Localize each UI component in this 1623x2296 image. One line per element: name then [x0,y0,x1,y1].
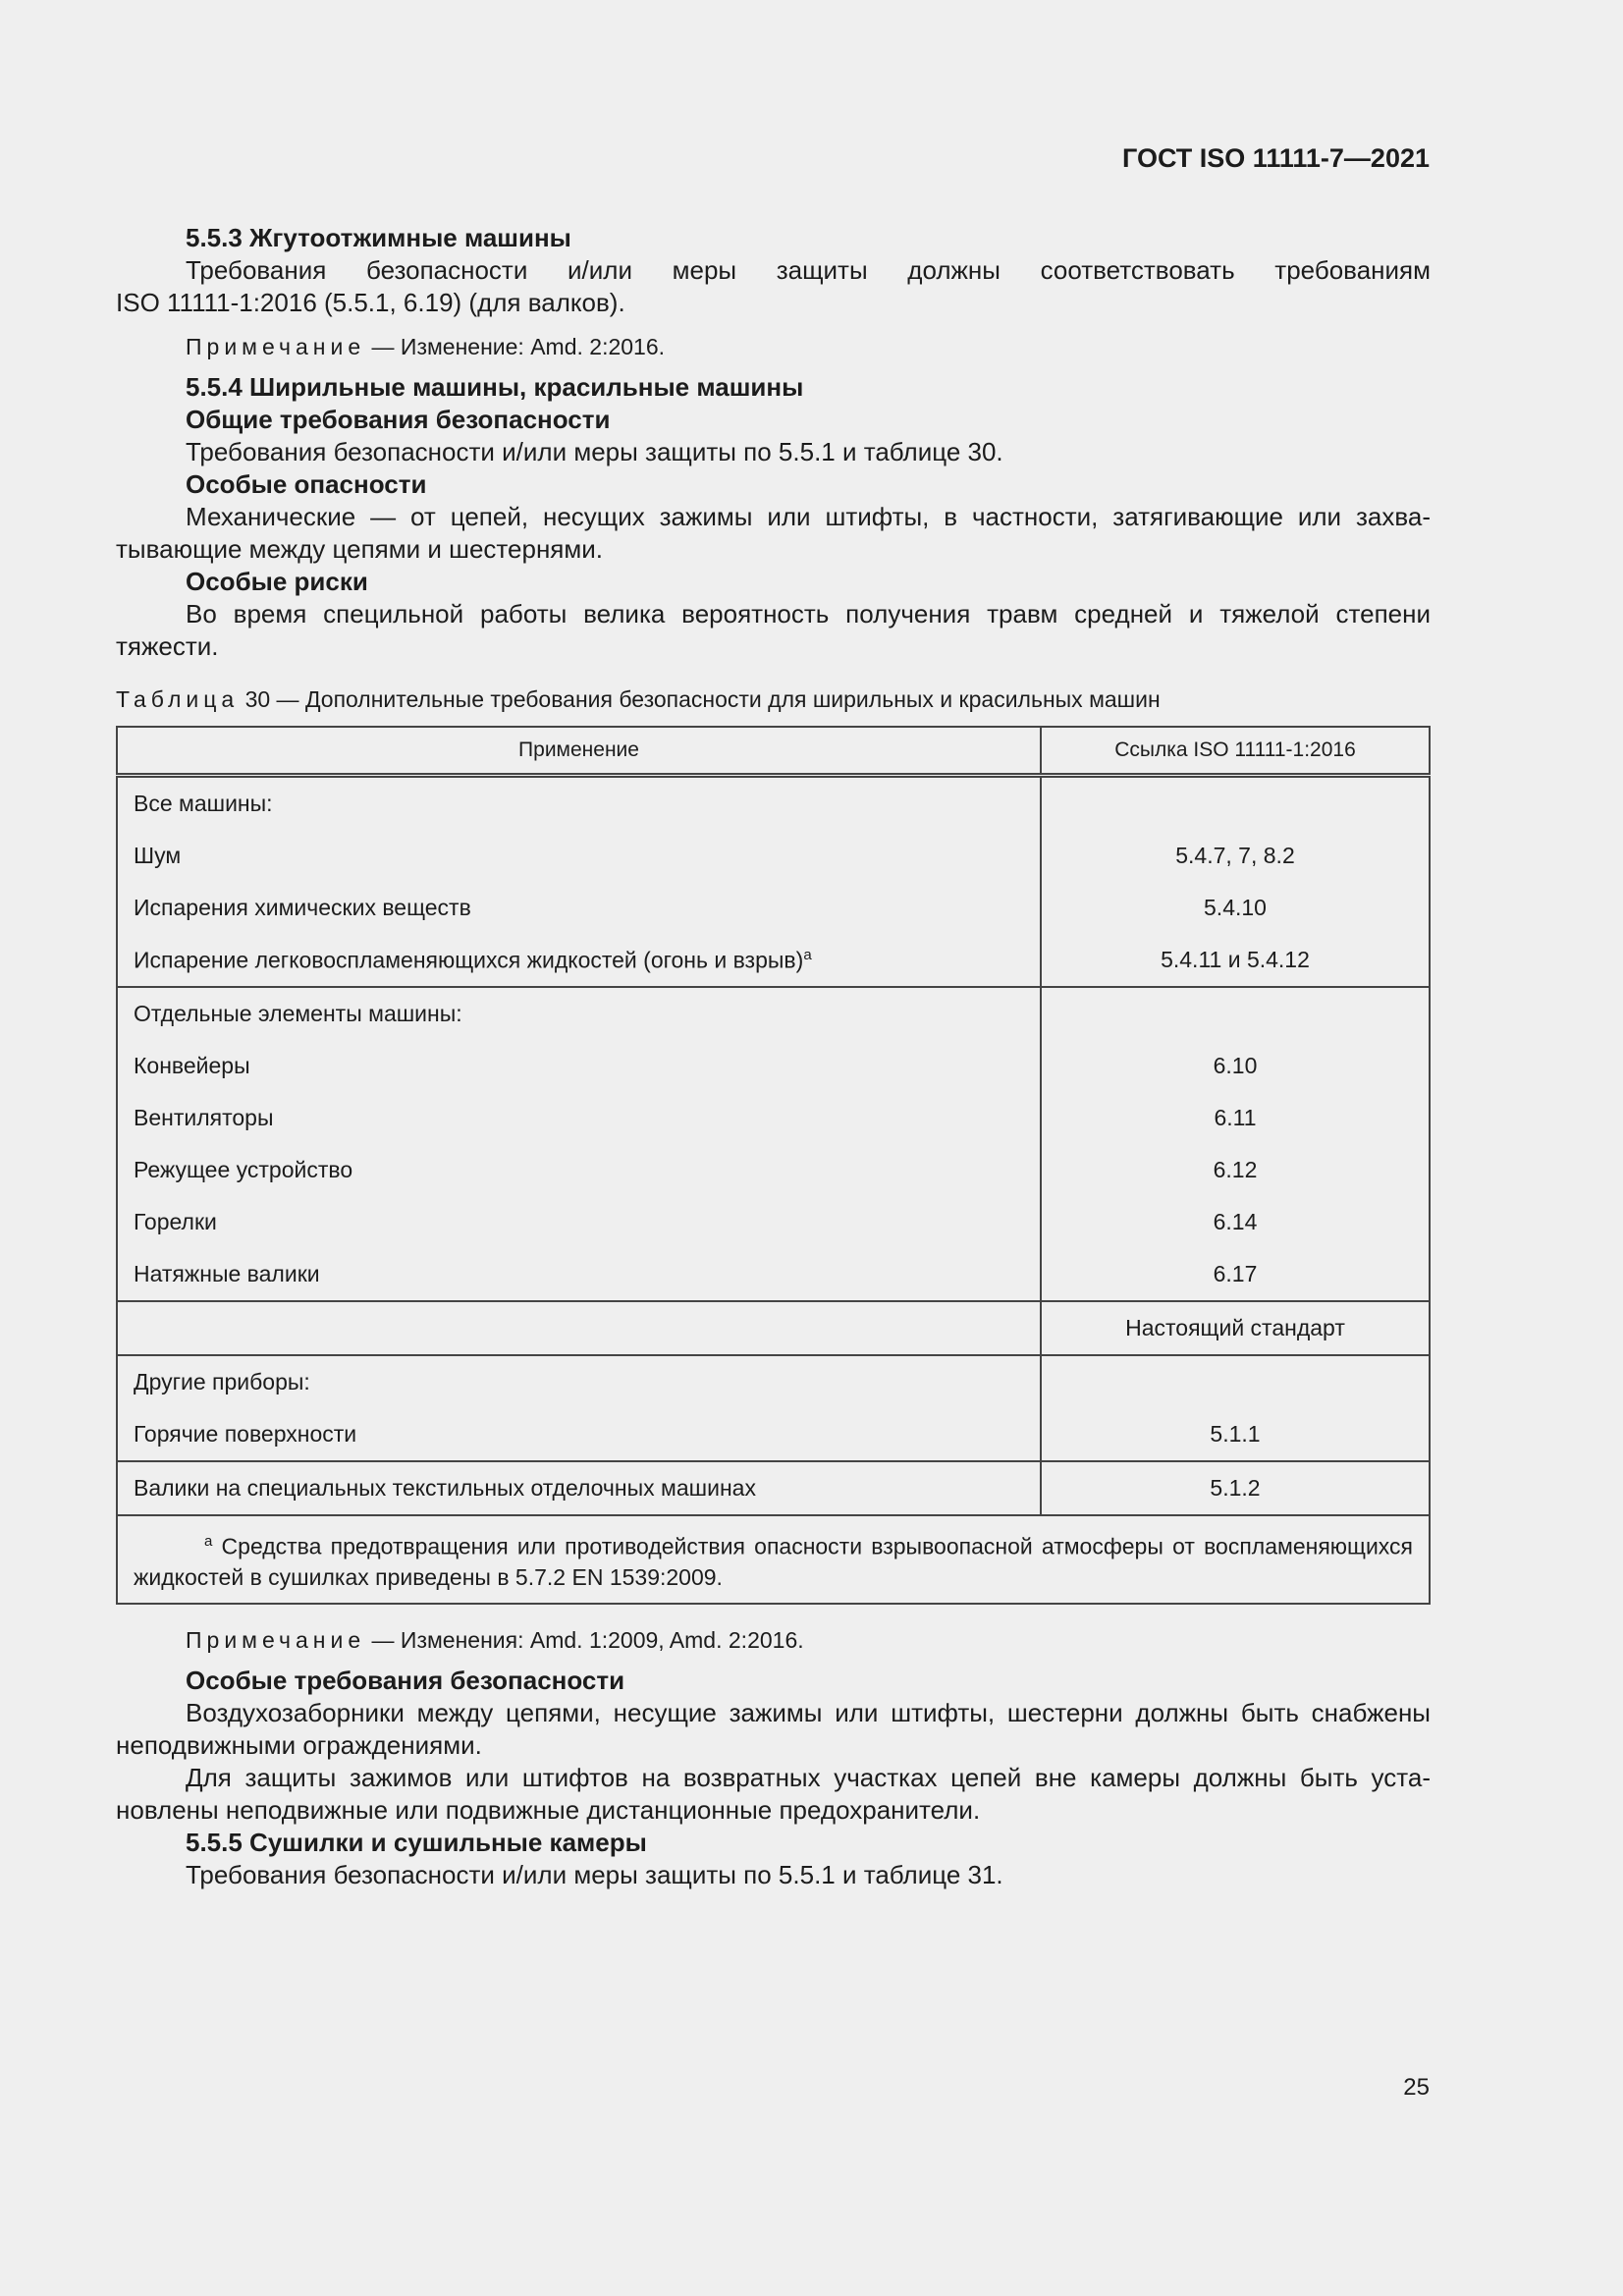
reference-cell: 6.10 [1041,1040,1430,1092]
table-row [117,934,1430,987]
application-cell: Отдельные элементы машины: [117,987,1041,1040]
footnote-marker: a [803,946,812,963]
reference-cell: 5.1.1 [1041,1408,1430,1461]
application-cell: Горячие поверхности [117,1408,1041,1461]
table-row [117,1040,1430,1092]
reference-cell [1041,776,1430,831]
application-cell: Режущее устройство [117,1144,1041,1196]
application-cell [117,1301,1041,1355]
footnote-mark: a [204,1533,213,1550]
section-5-5-3-text-line2: ISO 11111-1:2016 (5.5.1, 6.19) (для валков). [116,288,625,317]
table-row [117,830,1430,882]
table-footnote [117,1515,1430,1604]
application-cell [117,934,1041,987]
table-row [117,1461,1430,1515]
table-caption-text: 30 — Дополнительные требования безопасности для ширильных и красильных машин [239,686,1161,712]
application-cell: Испарения химических веществ [117,882,1041,934]
table-header-row [117,727,1430,776]
table-row [117,1301,1430,1355]
section-5-5-4-title: 5.5.4 Ширильные машины, красильные машины [186,372,804,402]
footnote-text: Средства предотвращения или противодействия опасности взрывоопасной атмосферы от воспламеняющихся жидкостей в сушилках приведены в 5.7.2 EN 1539:2009. [134,1533,1413,1590]
note-text: — Изменение: Amd. 2:2016. [365,334,666,359]
general-requirements-text: Требования безопасности и/или меры защиты по 5.5.1 и таблице 30. [186,437,1003,466]
special-hazards-title: Особые опасности [186,469,427,499]
reference-cell: Настоящий стандарт [1041,1301,1430,1355]
reference-cell: 6.17 [1041,1248,1430,1301]
special-risks-text: Во время специльной работы велика вероятность получения травм средней и тяжелой степени тяжести. [116,599,1431,661]
application-cell: Вентиляторы [117,1092,1041,1144]
special-safety-title: Особые требования безопасности [186,1665,625,1695]
reference-cell [1041,1355,1430,1408]
document-id: ГОСТ ISO 11111-7—2021 [1122,143,1430,173]
section-5-5-5-text: Требования безопасности и/или меры защиты по 5.5.1 и таблице 31. [186,1859,1003,1889]
section-5-5-3-title: 5.5.3 Жгутоотжимные машины [186,223,571,252]
table-row [117,1196,1430,1248]
application-cell: Горелки [117,1196,1041,1248]
application-cell: Конвейеры [117,1040,1041,1092]
note-table-30 [116,1624,1431,1657]
reference-cell: 5.1.2 [1041,1461,1430,1515]
column-header-reference: Ссылка ISO 11111-1:2016 [1041,727,1430,776]
page-number: 25 [1403,2074,1430,2101]
table-row [117,776,1430,831]
page-content [116,222,1431,1891]
table-row [117,1092,1430,1144]
reference-cell [1041,987,1430,1040]
note-label: Примечание [186,334,366,359]
column-header-application: Применение [117,727,1041,776]
table-row [117,1248,1430,1301]
reference-cell: 5.4.7, 7, 8.2 [1041,830,1430,882]
section-5-5-3-text-line1: Требования безопасности и/или меры защиты должны соответствовать требованиям [186,255,1431,285]
table-caption [116,684,1431,714]
table-row [117,1355,1430,1408]
reference-cell: 5.4.10 [1041,882,1430,934]
reference-cell: 5.4.11 и 5.4.12 [1041,934,1430,987]
application-cell: Другие приборы: [117,1355,1041,1408]
application-text: Испарение легковоспламеняющихся жидкостей (огонь и взрыв) [134,947,804,973]
table-caption-label: Таблица [116,686,240,712]
note-text: — Изменения: Amd. 1:2009, Amd. 2:2016. [365,1626,804,1653]
footnote-body [134,1526,1413,1593]
application-cell: Валики на специальных текстильных отделочных машинах [117,1461,1041,1515]
note-5-5-3 [116,331,1431,363]
general-requirements-title: Общие требования безопасности [186,405,611,434]
reference-cell: 6.14 [1041,1196,1430,1248]
special-safety-p2: Для защиты зажимов или штифтов на возвратных участках цепей вне камеры должны быть установлены неподвижные или подвижные дистанционные предохранители. [116,1762,1431,1825]
note-label: Примечание [186,1626,366,1653]
reference-cell: 6.12 [1041,1144,1430,1196]
table-row [117,882,1430,934]
special-risks-title: Особые риски [186,567,368,596]
table-row [117,987,1430,1040]
special-hazards-text: Механические — от цепей, несущих зажимы или штифты, в частности, затягивающие или захватывающие между цепями и шестернями. [116,502,1431,564]
application-cell: Натяжные валики [117,1248,1041,1301]
table-footnote-row [117,1515,1430,1604]
section-5-5-5-title: 5.5.5 Сушилки и сушильные камеры [186,1827,647,1857]
application-cell: Все машины: [117,776,1041,831]
application-cell: Шум [117,830,1041,882]
table-row [117,1144,1430,1196]
requirements-table [116,726,1431,1605]
special-safety-p1: Воздухозаборники между цепями, несущие зажимы или штифты, шестерни должны быть снабжены неподвижными ограждениями. [116,1697,1431,1760]
table-row [117,1408,1430,1461]
reference-cell: 6.11 [1041,1092,1430,1144]
